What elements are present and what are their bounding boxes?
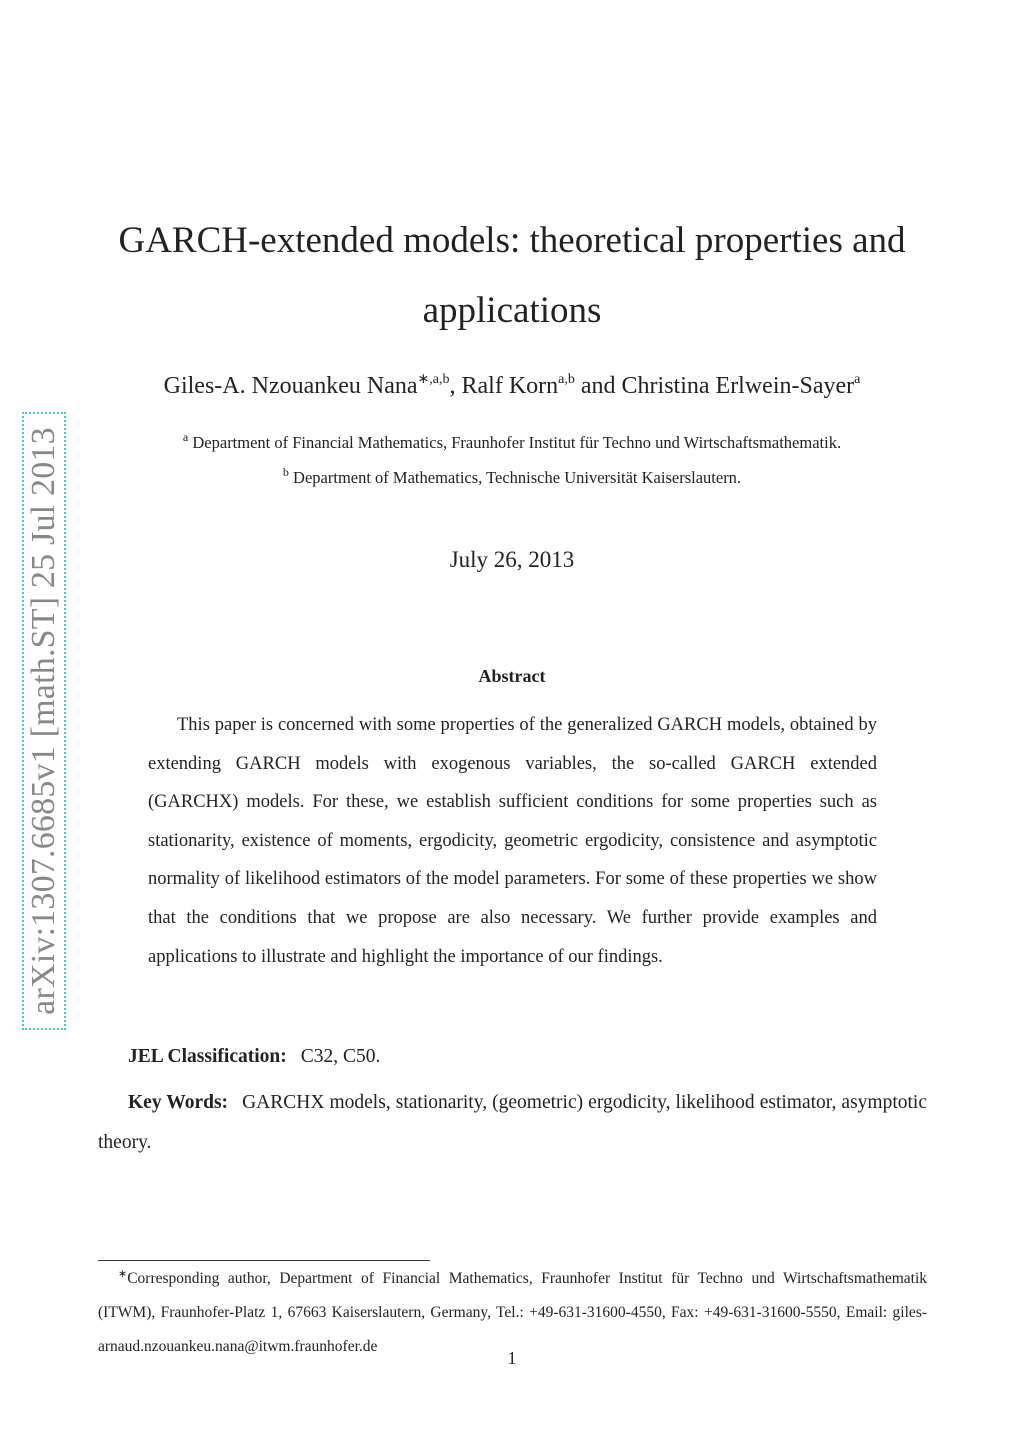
jel-value: C32, C50. <box>300 1046 381 1067</box>
author-separator: , <box>449 373 462 399</box>
affiliation-a <box>100 432 924 454</box>
affiliation-text: Department of Mathematics, Technische Universität Kaiserslautern. <box>293 468 742 487</box>
paper-date: July 26, 2013 <box>449 547 575 572</box>
footnote-text: Corresponding author, Department of Financial Mathematics, Fraunhofer Institut für Techno und Wirtschaftsmathematik (ITWM), Fraunhofer-Platz 1, 67663 Kaiserslautern, Germany, Tel.: +49-631-31600-4550, Fax: +49-631-31600-5550, Email: giles-arnaud.nzouankeu.nana@itwm.fraunhofer.de <box>98 1270 927 1355</box>
keywords-value: GARCHX models, stationarity, (geometric) ergodicity, likelihood estimator, asymptotic theory. <box>98 1092 928 1153</box>
jel-classification <box>128 1042 380 1072</box>
affiliation-text: Department of Financial Mathematics, Fraunhofer Institut für Techno und Wirtschaftsmathematik. <box>192 433 842 452</box>
affiliation-mark: a <box>182 430 189 444</box>
page-number: 1 <box>507 1348 517 1368</box>
author-marks: ∗,a,b <box>417 372 450 387</box>
affiliation-b <box>100 467 924 489</box>
arxiv-stamp[interactable] <box>22 412 66 1030</box>
footnote-mark: ∗ <box>118 1268 128 1280</box>
abstract-heading: Abstract <box>478 666 546 686</box>
affiliation-mark: b <box>282 465 289 479</box>
arxiv-stamp-text: arXiv:1307.6685v1 [math.ST] 25 Jul 2013 <box>25 427 62 1015</box>
author-marks: a,b <box>558 372 575 387</box>
author-name: Ralf Korn <box>461 373 559 399</box>
author-list <box>100 370 924 402</box>
jel-label: JEL Classification: <box>128 1046 287 1067</box>
author-name: Christina Erlwein-Sayer <box>621 373 855 399</box>
author-marks: a <box>854 372 861 387</box>
author-name: Giles-A. Nzouankeu Nana <box>163 373 418 399</box>
author-separator: and <box>574 373 622 399</box>
abstract-text: This paper is concerned with some properties of the generalized GARCH models, obtained by extending GARCH models with exogenous variables, the so-called GARCH extended (GARCHX) models. For these, we establish sufficient conditions for some properties such as stationarity, existence of moments, ergodicity, geometric ergodicity, consistence and asymptotic normality of likelihood estimators of the model parameters. For some of these properties we show that the conditions that we propose are also necessary. We further provide examples and applications to illustrate and highlight the importance of our findings. <box>148 715 877 967</box>
keywords-label: Key Words: <box>128 1092 229 1113</box>
footnote-divider <box>98 1260 430 1261</box>
paper-title: GARCH-extended models: theoretical properties and applications <box>118 220 906 331</box>
key-words <box>98 1083 927 1163</box>
